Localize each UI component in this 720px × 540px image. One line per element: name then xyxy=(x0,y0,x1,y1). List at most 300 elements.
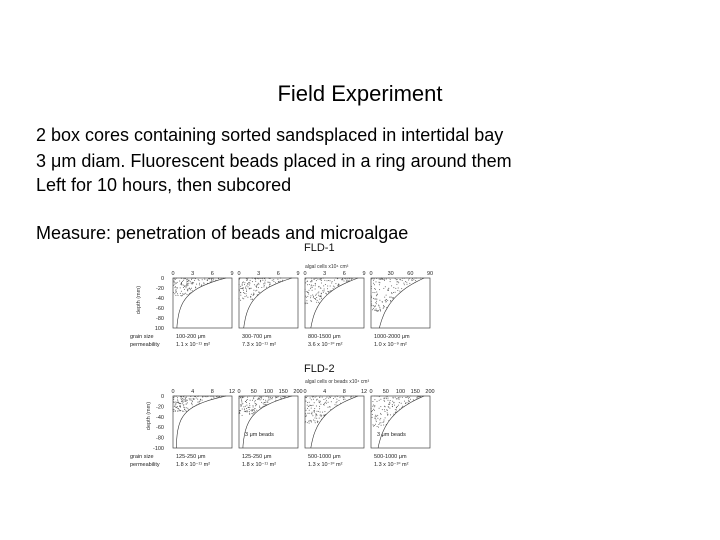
fld2-stipple-dot xyxy=(239,412,240,413)
fld1-stipple-dot xyxy=(383,305,384,306)
fld1-stipple-dot xyxy=(374,292,375,293)
fld2-stipple-dot xyxy=(211,396,212,397)
fld1-stipple-dot xyxy=(173,292,174,293)
fld1-stipple-dot xyxy=(239,284,240,285)
fld1-stipple-dot xyxy=(375,299,376,300)
fld1-stipple-dot xyxy=(253,290,254,291)
fld1-grain-size: 1000-2000 μm xyxy=(374,334,410,340)
fld1-stipple-dot xyxy=(409,278,410,279)
fld1-stipple-dot xyxy=(379,279,380,280)
fld1-stipple-dot xyxy=(215,280,216,281)
fld1-stipple-dot xyxy=(344,278,345,279)
fld2-stipple-dot xyxy=(192,404,193,405)
fld2-stipple-dot xyxy=(202,400,203,401)
fld1-stipple-dot xyxy=(321,283,322,284)
fld1-stipple-dot xyxy=(181,282,182,283)
fld1-x-tick: 9 xyxy=(296,271,300,277)
fld2-stipple-dot xyxy=(254,396,255,397)
fld2-stipple-dot xyxy=(402,397,403,398)
fld1-stipple-dot xyxy=(346,279,347,280)
fld2-stipple-dot xyxy=(264,404,265,405)
fld2-stipple-dot xyxy=(309,410,310,411)
fld1-stipple-dot xyxy=(245,296,246,297)
fld1-stipple-dot xyxy=(388,289,389,290)
fld1-stipple-dot xyxy=(333,286,334,287)
fld1-stipple-dot xyxy=(373,308,374,309)
fld2-stipple-dot xyxy=(241,399,242,400)
fld2-stipple-dot xyxy=(313,420,314,421)
fld2-stipple-dot xyxy=(251,410,252,411)
fld1-stipple-dot xyxy=(305,282,306,283)
fld1-stipple-dot xyxy=(243,282,244,283)
fld2-stipple-dot xyxy=(183,411,184,412)
fld2-stipple-dot xyxy=(314,410,315,411)
fld2-stipple-dot xyxy=(253,397,254,398)
fld1-stipple-dot xyxy=(386,279,387,280)
fld2-stipple-dot xyxy=(250,400,251,401)
fld2-stipple-dot xyxy=(311,399,312,400)
fld1-stipple-dot xyxy=(177,282,178,283)
fld1-stipple-dot xyxy=(185,293,186,294)
fld2-stipple-dot xyxy=(182,400,183,401)
fld2-stipple-dot xyxy=(328,396,329,397)
fld1-stipple-dot xyxy=(400,279,401,280)
fld1-stipple-dot xyxy=(177,293,178,294)
fld1-stipple-dot xyxy=(346,280,347,281)
fld1-stipple-dot xyxy=(399,291,400,292)
fld2-stipple-dot xyxy=(377,418,378,419)
fld2-stipple-dot xyxy=(311,422,312,423)
fld2-stipple-dot xyxy=(316,396,317,397)
fld2-stipple-dot xyxy=(407,397,408,398)
fld2-stipple-dot xyxy=(205,396,206,397)
fld2-stipple-dot xyxy=(191,400,192,401)
fld1-row-label-grain: grain size xyxy=(130,334,154,340)
fld2-axis-title: algal cells or beads x10⁴ cm³ xyxy=(305,379,370,385)
fld2-stipple-dot xyxy=(199,401,200,402)
fld1-stipple-dot xyxy=(390,279,391,280)
fld1-x-tick: 9 xyxy=(362,271,366,277)
fld1-stipple-dot xyxy=(313,297,314,298)
fld1-stipple-dot xyxy=(315,295,316,296)
fld1-stipple-dot xyxy=(174,284,175,285)
fld1-stipple-dot xyxy=(246,280,247,281)
fld2-stipple-dot xyxy=(180,396,181,397)
fld1-stipple-dot xyxy=(187,294,188,295)
fld1-stipple-dot xyxy=(249,288,250,289)
fld2-stipple-dot xyxy=(388,404,389,405)
fld2-stipple-dot xyxy=(319,400,320,401)
fld1-stipple-dot xyxy=(383,307,384,308)
fld2-stipple-dot xyxy=(315,422,316,423)
fld1-stipple-dot xyxy=(404,284,405,285)
fld1-stipple-dot xyxy=(318,292,319,293)
fld2-section xyxy=(130,363,435,468)
fld2-stipple-dot xyxy=(305,416,306,417)
fld1-stipple-dot xyxy=(405,281,406,282)
fld1-stipple-dot xyxy=(254,294,255,295)
fld1-stipple-dot xyxy=(320,295,321,296)
fld1-x-tick: 0 xyxy=(303,271,307,277)
fld2-stipple-dot xyxy=(241,402,242,403)
fld1-stipple-dot xyxy=(184,294,185,295)
fld1-stipple-dot xyxy=(372,278,373,279)
fld2-stipple-dot xyxy=(213,396,214,397)
fld1-stipple-dot xyxy=(266,287,267,288)
fld1-x-tick: 0 xyxy=(237,271,241,277)
fld2-row-label-perm: permeability xyxy=(130,462,160,468)
fld2-stipple-dot xyxy=(394,405,395,406)
fld1-stipple-dot xyxy=(319,296,320,297)
fld1-stipple-dot xyxy=(391,292,392,293)
fld2-stipple-dot xyxy=(275,400,276,401)
fld2-stipple-dot xyxy=(374,399,375,400)
fld2-stipple-dot xyxy=(184,409,185,410)
fld2-x-tick: 0 xyxy=(303,389,307,395)
fld1-stipple-dot xyxy=(256,287,257,288)
fld1-stipple-dot xyxy=(388,288,389,289)
fld1-stipple-dot xyxy=(371,288,372,289)
fld2-stipple-dot xyxy=(379,400,380,401)
fld1-stipple-dot xyxy=(270,278,271,279)
fld1-stipple-dot xyxy=(376,292,377,293)
fld2-stipple-dot xyxy=(177,397,178,398)
fld2-stipple-dot xyxy=(388,400,389,401)
fld2-x-tick: 50 xyxy=(382,389,389,395)
fld2-stipple-dot xyxy=(335,397,336,398)
fld1-stipple-dot xyxy=(310,288,311,289)
fld1-stipple-dot xyxy=(339,284,340,285)
fld2-stipple-dot xyxy=(243,397,244,398)
fld2-y-tick: -40 xyxy=(156,414,164,421)
fld2-stipple-dot xyxy=(408,398,409,399)
fld1-stipple-dot xyxy=(198,279,199,280)
fld2-stipple-dot xyxy=(240,397,241,398)
fld2-stipple-dot xyxy=(182,398,183,399)
fld2-stipple-dot xyxy=(375,418,376,419)
fld2-stipple-dot xyxy=(241,404,242,405)
fld2-stipple-dot xyxy=(186,407,187,408)
fld1-stipple-dot xyxy=(312,290,313,291)
fld1-stipple-dot xyxy=(250,280,251,281)
fld1-stipple-dot xyxy=(312,287,313,288)
fld1-stipple-dot xyxy=(257,284,258,285)
fld1-y-tick: -40 xyxy=(156,296,164,302)
fld1-stipple-dot xyxy=(395,288,396,289)
fld2-profile-curve xyxy=(311,396,358,448)
fld2-stipple-dot xyxy=(263,396,264,397)
fld2-stipple-dot xyxy=(180,403,181,404)
fld1-stipple-dot xyxy=(258,278,259,279)
fld1-stipple-dot xyxy=(318,302,319,303)
fld1-stipple-dot xyxy=(415,278,416,279)
fld1-permeability: 1.1 x 10⁻¹¹ m² xyxy=(176,342,211,348)
fld2-stipple-dot xyxy=(373,424,374,425)
fld1-stipple-dot xyxy=(280,278,281,279)
fld1-stipple-dot xyxy=(246,278,247,279)
fld1-stipple-dot xyxy=(371,305,372,306)
body-line-3: Left for 10 hours, then subcored xyxy=(36,175,292,195)
fld1-stipple-dot xyxy=(374,310,375,311)
fld1-grain-size: 300-700 μm xyxy=(242,334,272,340)
fld2-stipple-dot xyxy=(307,405,308,406)
fld2-stipple-dot xyxy=(179,403,180,404)
fld2-stipple-dot xyxy=(243,406,244,407)
fld2-stipple-dot xyxy=(376,416,377,417)
fld2-stipple-dot xyxy=(373,405,374,406)
fld1-stipple-dot xyxy=(189,288,190,289)
fld2-stipple-dot xyxy=(397,406,398,407)
fld1-stipple-dot xyxy=(412,278,413,279)
fld2-stipple-dot xyxy=(280,397,281,398)
fld2-stipple-dot xyxy=(312,397,313,398)
fld1-stipple-dot xyxy=(262,278,263,279)
fld1-stipple-dot xyxy=(187,279,188,280)
fld2-stipple-dot xyxy=(401,407,402,408)
fld2-stipple-dot xyxy=(175,405,176,406)
fld2-stipple-dot xyxy=(315,416,316,417)
fld2-stipple-dot xyxy=(272,398,273,399)
fld2-stipple-dot xyxy=(381,425,382,426)
fld1-stipple-dot xyxy=(415,280,416,281)
fld2-stipple-dot xyxy=(388,398,389,399)
fld2-stipple-dot xyxy=(408,403,409,404)
fld2-stipple-dot xyxy=(305,408,306,409)
fld1-stipple-dot xyxy=(371,301,372,302)
fld2-stipple-dot xyxy=(305,413,306,414)
fld2-stipple-dot xyxy=(377,401,378,402)
fld2-stipple-dot xyxy=(177,408,178,409)
fld2-stipple-dot xyxy=(374,406,375,407)
fld1-stipple-dot xyxy=(386,295,387,296)
fld2-stipple-dot xyxy=(326,403,327,404)
fld1-stipple-dot xyxy=(391,297,392,298)
fld2-stipple-dot xyxy=(385,411,386,412)
fld1-stipple-dot xyxy=(183,280,184,281)
fld2-stipple-dot xyxy=(183,402,184,403)
fld1-stipple-dot xyxy=(251,288,252,289)
fld2-stipple-dot xyxy=(254,412,255,413)
fld1-axis-title: algal cells x10⁴ cm³ xyxy=(305,264,349,270)
fld1-stipple-dot xyxy=(265,280,266,281)
fld1-stipple-dot xyxy=(204,279,205,280)
body-line-4: Measure: penetration of beads and microalgae xyxy=(36,223,409,243)
fld1-stipple-dot xyxy=(260,278,261,279)
fld2-stipple-dot xyxy=(176,402,177,403)
fld1-stipple-dot xyxy=(246,291,247,292)
fld2-stipple-dot xyxy=(320,415,321,416)
fld1-stipple-dot xyxy=(309,290,310,291)
fld2-stipple-dot xyxy=(380,413,381,414)
fld1-stipple-dot xyxy=(242,284,243,285)
fld2-stipple-dot xyxy=(328,407,329,408)
fld2-stipple-dot xyxy=(386,397,387,398)
fld1-stipple-dot xyxy=(375,305,376,306)
fld1-stipple-dot xyxy=(387,290,388,291)
fld1-stipple-dot xyxy=(337,278,338,279)
fld1-stipple-dot xyxy=(379,289,380,290)
fld1-stipple-dot xyxy=(239,290,240,291)
fld1-stipple-dot xyxy=(188,283,189,284)
fld2-stipple-dot xyxy=(310,405,311,406)
fld2-stipple-dot xyxy=(196,398,197,399)
fld1-stipple-dot xyxy=(413,279,414,280)
fld2-panel-3 xyxy=(305,396,364,448)
fld2-stipple-dot xyxy=(256,404,257,405)
fld1-stipple-dot xyxy=(290,278,291,279)
fld2-stipple-dot xyxy=(261,397,262,398)
fld1-stipple-dot xyxy=(249,283,250,284)
fld1-stipple-dot xyxy=(186,287,187,288)
fld2-stipple-dot xyxy=(255,396,256,397)
fld1-stipple-dot xyxy=(310,300,311,301)
fld1-stipple-dot xyxy=(187,290,188,291)
fld2-stipple-dot xyxy=(407,402,408,403)
fld2-stipple-dot xyxy=(383,421,384,422)
fld1-stipple-dot xyxy=(264,286,265,287)
fld2-stipple-dot xyxy=(371,398,372,399)
fld1-stipple-dot xyxy=(391,285,392,286)
fld2-stipple-dot xyxy=(267,396,268,397)
fld2-stipple-dot xyxy=(317,422,318,423)
fld1-stipple-dot xyxy=(192,278,193,279)
fld1-stipple-dot xyxy=(252,278,253,279)
fld1-stipple-dot xyxy=(373,280,374,281)
fld2-stipple-dot xyxy=(319,402,320,403)
fld1-stipple-dot xyxy=(213,279,214,280)
fld2-stipple-dot xyxy=(267,402,268,403)
fld1-stipple-dot xyxy=(379,306,380,307)
fld2-stipple-dot xyxy=(379,423,380,424)
fld2-stipple-dot xyxy=(417,397,418,398)
fld1-stipple-dot xyxy=(385,286,386,287)
fld2-stipple-dot xyxy=(246,402,247,403)
fld2-stipple-dot xyxy=(183,407,184,408)
fld1-panel-1 xyxy=(173,278,232,328)
fld2-stipple-dot xyxy=(179,409,180,410)
fld2-stipple-dot xyxy=(376,420,377,421)
fld2-stipple-dot xyxy=(375,424,376,425)
fld1-stipple-dot xyxy=(187,289,188,290)
fld2-stipple-dot xyxy=(309,402,310,403)
fld2-stipple-dot xyxy=(386,409,387,410)
fld1-stipple-dot xyxy=(191,279,192,280)
fld1-stipple-dot xyxy=(246,290,247,291)
fld2-stipple-dot xyxy=(410,396,411,397)
fld1-stipple-dot xyxy=(316,278,317,279)
fld2-stipple-dot xyxy=(382,409,383,410)
fld2-stipple-dot xyxy=(379,396,380,397)
fld2-stipple-dot xyxy=(324,411,325,412)
fld2-stipple-dot xyxy=(314,412,315,413)
fld2-x-tick: 4 xyxy=(191,389,195,395)
fld1-stipple-dot xyxy=(323,278,324,279)
fld1-stipple-dot xyxy=(267,282,268,283)
fld1-stipple-dot xyxy=(174,278,175,279)
fld2-stipple-dot xyxy=(319,408,320,409)
fld2-stipple-dot xyxy=(392,406,393,407)
fld1-x-tick: 6 xyxy=(210,271,214,277)
fld2-stipple-dot xyxy=(318,411,319,412)
fld1-stipple-dot xyxy=(312,295,313,296)
fld1-stipple-dot xyxy=(211,279,212,280)
fld1-stipple-dot xyxy=(192,282,193,283)
fld1-stipple-dot xyxy=(310,297,311,298)
fld1-stipple-dot xyxy=(313,285,314,286)
fld2-stipple-dot xyxy=(387,396,388,397)
fld1-stipple-dot xyxy=(376,299,377,300)
fld1-stipple-dot xyxy=(330,286,331,287)
fld1-stipple-dot xyxy=(182,281,183,282)
fld2-stipple-dot xyxy=(188,410,189,411)
fld1-stipple-dot xyxy=(260,280,261,281)
fld1-permeability: 1.0 x 10⁻⁹ m² xyxy=(374,342,407,348)
fld1-stipple-dot xyxy=(247,297,248,298)
fld1-stipple-dot xyxy=(384,279,385,280)
fld1-stipple-dot xyxy=(240,286,241,287)
fld2-stipple-dot xyxy=(310,398,311,399)
fld1-stipple-dot xyxy=(398,282,399,283)
fld1-stipple-dot xyxy=(408,280,409,281)
fld2-stipple-dot xyxy=(307,396,308,397)
fld2-stipple-dot xyxy=(176,396,177,397)
fld2-stipple-dot xyxy=(376,421,377,422)
fld1-stipple-dot xyxy=(181,278,182,279)
fld1-stipple-dot xyxy=(278,281,279,282)
fld2-stipple-dot xyxy=(246,405,247,406)
fld1-stipple-dot xyxy=(376,303,377,304)
fld1-stipple-dot xyxy=(311,278,312,279)
fld2-stipple-dot xyxy=(333,398,334,399)
fld1-profile-curve xyxy=(379,278,424,328)
fld2-stipple-dot xyxy=(197,402,198,403)
fld2-stipple-dot xyxy=(319,397,320,398)
fld1-x-tick: 30 xyxy=(387,271,394,277)
fld2-stipple-dot xyxy=(377,426,378,427)
fld2-profile-curve xyxy=(378,396,424,448)
fld2-stipple-dot xyxy=(314,420,315,421)
fld2-stipple-dot xyxy=(419,396,420,397)
fld2-stipple-dot xyxy=(329,406,330,407)
fld1-row-label-perm: permeability xyxy=(130,342,160,348)
fld1-stipple-dot xyxy=(258,284,259,285)
fld2-stipple-dot xyxy=(266,396,267,397)
fld1-stipple-dot xyxy=(264,285,265,286)
fld1-stipple-dot xyxy=(314,279,315,280)
fld1-stipple-dot xyxy=(327,280,328,281)
fld2-stipple-dot xyxy=(417,396,418,397)
fld2-stipple-dot xyxy=(288,396,289,397)
fld2-y-label: depth (mm) xyxy=(146,401,152,431)
fld2-stipple-dot xyxy=(186,411,187,412)
fld2-stipple-dot xyxy=(185,398,186,399)
fld1-stipple-dot xyxy=(307,292,308,293)
fld1-stipple-dot xyxy=(270,282,271,283)
fld1-stipple-dot xyxy=(305,296,306,297)
fld2-stipple-dot xyxy=(355,396,356,397)
fld1-stipple-dot xyxy=(188,295,189,296)
fld1-stipple-dot xyxy=(184,286,185,287)
fld2-stipple-dot xyxy=(402,406,403,407)
fld1-stipple-dot xyxy=(208,278,209,279)
fld1-stipple-dot xyxy=(258,287,259,288)
fld2-stipple-dot xyxy=(266,402,267,403)
fld2-grain-size: 125-250 μm xyxy=(176,454,206,460)
fld2-stipple-dot xyxy=(173,410,174,411)
fld1-stipple-dot xyxy=(378,310,379,311)
fld2-stipple-dot xyxy=(174,409,175,410)
fld1-stipple-dot xyxy=(379,282,380,283)
